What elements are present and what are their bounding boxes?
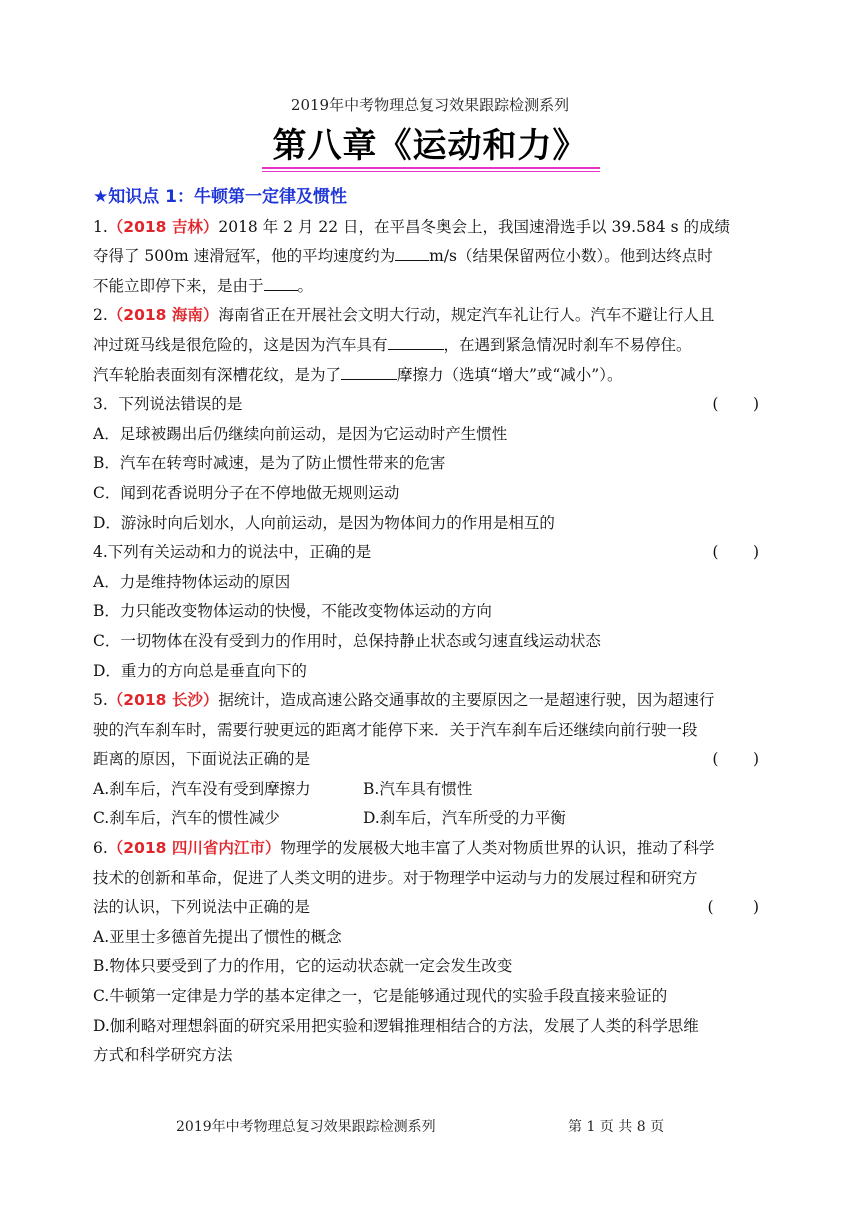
question-number: 2. — [93, 306, 108, 325]
question-2-line-3: 汽车轮胎表面刻有深槽花纹，是为了 摩擦力（选填“增大”或“减小”）。 — [93, 365, 623, 384]
section-heading: ★知识点 1：牛顿第一定律及惯性 — [93, 187, 347, 207]
question-1-line-1: 1.（2018 吉林）2018 年 2 月 22 日，在平昌冬奥会上，我国速滑选手以 39.584 s 的成绩 — [93, 217, 730, 236]
question-5-line-1: 5.（2018 长沙）据统计，造成高速公路交通事故的主要原因之一是超速行驶，因为超速行 — [93, 691, 715, 710]
question-5-line-3: 距离的原因，下面说法正确的是 ( ) — [93, 745, 773, 775]
option: B．力只能改变物体运动的快慢，不能改变物体运动的方向 — [93, 602, 492, 621]
page-number: 第 1 页 共 8 页 — [568, 1119, 665, 1135]
option: C.刹车后，汽车的惯性减少 — [93, 809, 280, 828]
option-continuation: 方式和科学研究方法 — [93, 1046, 233, 1065]
option: D．重力的方向总是垂直向下的 — [93, 661, 307, 680]
answer-parenthesis: ( ) — [707, 898, 759, 917]
answer-parenthesis: ( ) — [712, 750, 759, 769]
question-source: （2018 长沙） — [107, 691, 219, 710]
option: C．闻到花香说明分子在不停地做无规则运动 — [93, 483, 400, 502]
question-6-line-3: 法的认识，下列说法中正确的是 ( ) — [93, 893, 773, 923]
question-source: （2018 吉林） — [107, 217, 219, 236]
page-title: 第八章《运动和力》 — [272, 126, 588, 166]
option-row — [93, 775, 773, 805]
question-3-stem: 3．下列说法错误的是 ( ) — [93, 390, 773, 420]
answer-parenthesis: ( ) — [712, 543, 759, 562]
option: B.物体只要受到了力的作用，它的运动状态就一定会发生改变 — [93, 957, 513, 976]
answer-blank[interactable] — [388, 335, 444, 350]
question-6-line-2: 技术的创新和革命，促进了人类文明的进步。对于物理学中运动与力的发展过程和研究方 — [93, 868, 698, 887]
question-number: 6. — [93, 839, 108, 858]
answer-blank[interactable] — [264, 276, 298, 291]
document-body — [93, 183, 773, 1071]
question-2-line-2: 冲过斑马线是很危险的，这是因为汽车具有 ，在遇到紧急情况时刹车不易停住。 — [93, 335, 692, 354]
question-5-line-2: 驶的汽车刹车时，需要行驶更远的距离才能停下来．关于汽车刹车后还继续向前行驶一段 — [93, 720, 698, 739]
title-underline — [262, 167, 600, 172]
question-1-line-3: 不能立即停下来，是由于 。 — [93, 276, 314, 295]
answer-parenthesis: ( ) — [712, 395, 759, 414]
option: A．足球被踢出后仍继续向前运动，是因为它运动时产生惯性 — [93, 424, 508, 443]
question-2-line-1: 2.（2018 海南）海南省正在开展社会文明大行动，规定汽车礼让行人。汽车不避让行人且 — [93, 306, 715, 325]
answer-blank[interactable] — [341, 365, 397, 380]
question-4-stem: 4.下列有关运动和力的说法中，正确的是 ( ) — [93, 538, 773, 568]
header-series: 2019年中考物理总复习效果跟踪检测系列 — [290, 96, 570, 114]
option-row — [93, 804, 773, 834]
question-1-line-2: 夺得了 500m 速滑冠军，他的平均速度约为 m/s（结果保留两位小数）。他到达终点时 — [93, 247, 713, 266]
option: B.汽车具有惯性 — [363, 779, 473, 798]
answer-blank[interactable] — [395, 246, 429, 261]
option: A．力是维持物体运动的原因 — [93, 572, 291, 591]
footer-series: 2019年中考物理总复习效果跟踪检测系列 — [176, 1119, 436, 1135]
option: C．一切物体在没有受到力的作用时，总保持静止状态或匀速直线运动状态 — [93, 631, 601, 650]
question-number: 5. — [93, 691, 108, 710]
question-number: 1. — [93, 217, 108, 236]
option: D．游泳时向后划水，人向前运动，是因为物体间力的作用是相互的 — [93, 513, 555, 532]
question-6-line-1: 6.（2018 四川省内江市）物理学的发展极大地丰富了人类对物质世界的认识，推动了科学 — [93, 839, 715, 858]
option: C.牛顿第一定律是力学的基本定律之一，它是能够通过现代的实验手段直接来验证的 — [93, 987, 668, 1006]
question-source: （2018 四川省内江市） — [107, 839, 281, 858]
option: D.刹车后，汽车所受的力平衡 — [363, 809, 566, 828]
option: B．汽车在转弯时减速，是为了防止惯性带来的危害 — [93, 454, 446, 473]
option: A.亚里士多德首先提出了惯性的概念 — [93, 927, 342, 946]
question-source: （2018 海南） — [107, 306, 219, 325]
option: D.伽利略对理想斜面的研究采用把实验和逻辑推理相结合的方法，发展了人类的科学思维 — [93, 1016, 699, 1035]
option: A.刹车后，汽车没有受到摩擦力 — [93, 779, 311, 798]
